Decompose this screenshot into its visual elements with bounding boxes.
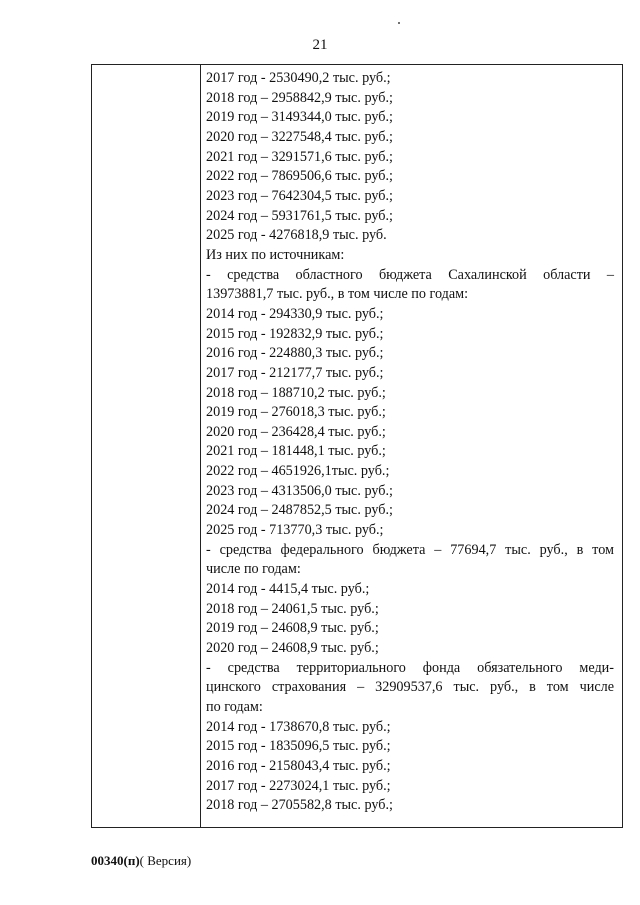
- text-line: 2023 год – 4313506,0 тыс. руб.;: [206, 482, 393, 499]
- text-line: - средства федерального бюджета – 77694,7 тыс. руб., в том: [206, 541, 614, 558]
- text-line: 2020 год – 236428,4 тыс. руб.;: [206, 423, 386, 440]
- table-column-divider: [200, 65, 201, 827]
- text-line: Из них по источникам:: [206, 246, 345, 263]
- text-line: 2017 год - 2530490,2 тыс. руб.;: [206, 70, 391, 86]
- text-line: 2014 год - 294330,9 тыс. руб.;: [206, 305, 384, 322]
- text-line: 2024 год – 2487852,5 тыс. руб.;: [206, 502, 393, 519]
- page-number: 21: [312, 37, 328, 53]
- text-line: 2017 год - 2273024,1 тыс. руб.;: [206, 777, 391, 794]
- text-line: 2016 год - 2158043,4 тыс. руб.;: [206, 757, 391, 774]
- scan-speck: [398, 22, 400, 24]
- text-line: 2018 год – 24061,5 тыс. руб.;: [206, 600, 379, 617]
- text-line: 2023 год – 7642304,5 тыс. руб.;: [206, 187, 393, 204]
- text-line: 2025 год - 4276818,9 тыс. руб.: [206, 227, 387, 244]
- document-version: ( Версия): [139, 853, 192, 868]
- text-line: 2018 год – 188710,2 тыс. руб.;: [206, 384, 386, 401]
- text-line: 2025 год - 713770,3 тыс. руб.;: [206, 522, 384, 539]
- text-line: 2019 год – 3149344,0 тыс. руб.;: [206, 109, 393, 126]
- text-line: 2024 год – 5931761,5 тыс. руб.;: [206, 207, 393, 224]
- text-line: 2014 год - 1738670,8 тыс. руб.;: [206, 718, 391, 735]
- text-line: - средства территориального фонда обязательного меди-: [206, 659, 614, 676]
- table: [91, 64, 623, 828]
- document-code: 00340(п): [91, 853, 140, 868]
- text-line: цинского страхования – 32909537,6 тыс. руб., в том числе: [206, 679, 614, 696]
- text-line: 2014 год - 4415,4 тыс. руб.;: [206, 581, 370, 598]
- text-line: 13973881,7 тыс. руб., в том числе по годам:: [206, 286, 469, 303]
- text-line: 2019 год – 276018,3 тыс. руб.;: [206, 404, 386, 421]
- footer: [91, 853, 191, 869]
- text-line: 2020 год – 24608,9 тыс. руб.;: [206, 640, 379, 657]
- text-line: числе по годам:: [206, 561, 301, 578]
- table-cell-financing: [206, 69, 614, 816]
- text-line: - средства областного бюджета Сахалинской области –: [206, 266, 614, 283]
- text-line: 2015 год - 192832,9 тыс. руб.;: [206, 325, 384, 342]
- text-line: 2021 год – 181448,1 тыс. руб.;: [206, 443, 386, 460]
- text-line: 2020 год – 3227548,4 тыс. руб.;: [206, 128, 393, 145]
- text-line: 2015 год - 1835096,5 тыс. руб.;: [206, 738, 391, 755]
- text-line: 2016 год - 224880,3 тыс. руб.;: [206, 345, 384, 362]
- text-line: 2022 год – 7869506,6 тыс. руб.;: [206, 168, 393, 185]
- text-line: 2022 год – 4651926,1тыс. руб.;: [206, 463, 390, 480]
- text-line: 2021 год – 3291571,6 тыс. руб.;: [206, 148, 393, 165]
- text-line: 2018 год – 2705582,8 тыс. руб.;: [206, 797, 393, 814]
- text-line: 2018 год – 2958842,9 тыс. руб.;: [206, 89, 393, 106]
- text-line: 2017 год - 212177,7 тыс. руб.;: [206, 364, 384, 381]
- text-line: 2019 год – 24608,9 тыс. руб.;: [206, 620, 379, 637]
- text-line: по годам:: [206, 699, 263, 715]
